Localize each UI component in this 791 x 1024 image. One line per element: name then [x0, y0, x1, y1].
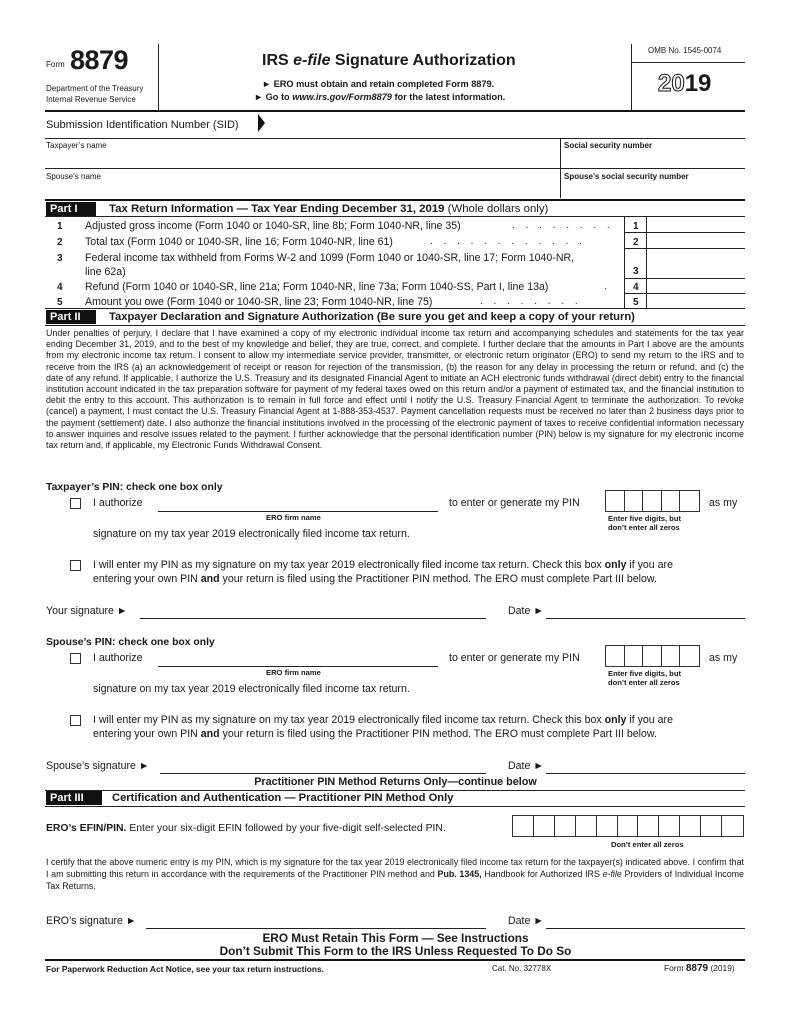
part1-title: Tax Return Information — Tax Year Ending December 31, 2019 (Whole dollars only): [109, 203, 549, 215]
ssn-field[interactable]: [564, 150, 744, 168]
spouse-date-field[interactable]: [546, 757, 745, 773]
line2-text: Total tax (Form 1040 or 1040-SR, line 16; Form 1040-NR, line 61): [85, 236, 393, 248]
footer-form-id: Form 8879 (2019): [664, 963, 735, 974]
line3-box-number: 3: [633, 266, 639, 277]
no-zeros-caption: don’t enter all zeros: [608, 523, 680, 532]
taxpayer-self-pin-checkbox[interactable]: [70, 560, 81, 571]
spouse-i-authorize-label: I authorize: [93, 652, 143, 664]
spouse-signature-line-text: signature on my tax year 2019 electronically filed income tax return.: [93, 683, 410, 695]
line2-number: 2: [57, 237, 63, 248]
spouse-signature-label: Spouse’s signature ►: [46, 760, 150, 772]
line4-number: 4: [57, 282, 63, 293]
ero-signature-field[interactable]: [146, 912, 486, 928]
taxpayer-name-field[interactable]: [46, 150, 556, 168]
as-my-label: as my: [709, 497, 738, 509]
spouse-ssn-field[interactable]: [564, 181, 744, 198]
form-title: IRS e-file Signature Authorization: [262, 52, 516, 69]
line1-text: Adjusted gross income (Form 1040 or 1040-SR, line 8b; Form 1040-NR, line 35): [85, 220, 461, 232]
part1-label: Part I: [46, 202, 96, 216]
line3-amount-field[interactable]: [647, 262, 744, 277]
paperwork-notice: For Paperwork Reduction Act Notice, see your tax return instructions.: [46, 964, 324, 974]
line1-number: 1: [57, 221, 63, 232]
line1-amount-field[interactable]: [647, 217, 744, 232]
efin-no-zeros-caption: Don’t enter all zeros: [611, 840, 684, 849]
spouse-self-pin-text-1: I will enter my PIN as my signature on my tax year 2019 electronically filed income tax return. Check this box only if you are: [93, 714, 673, 726]
spouse-ero-firm-name-caption: ERO firm name: [266, 668, 321, 677]
ero-date-label: Date ►: [508, 915, 544, 927]
line3-number: 3: [57, 253, 63, 264]
line3-text: Federal income tax withheld from Forms W-2 and 1099 (Form 1040 or 1040-SR, line 17; Form 1040-NR,: [85, 252, 575, 264]
your-signature-label: Your signature ►: [46, 605, 128, 617]
dept-irs: Internal Revenue Service: [46, 95, 136, 104]
ero-firm-name-caption: ERO firm name: [266, 513, 321, 522]
line4-dots: .: [604, 281, 611, 292]
certification-text: I certify that the above numeric entry is my PIN, which is my signature for the tax year 2019 electronically filed income tax return for the taxpayer(s) indicated above. I confirm that I am submitting this return in accordance with the requirements of the Practitioner PIN method and Pub. 1345, Handbook for Authorized IRS e-file Providers of Individual Income Tax Returns.: [46, 857, 744, 891]
line1-box-number: 1: [633, 221, 639, 232]
line4-amount-field[interactable]: [647, 279, 744, 293]
your-signature-field[interactable]: [140, 602, 486, 618]
spouse-ero-firm-field[interactable]: [158, 650, 438, 666]
ssn-label: Social security number: [564, 141, 653, 150]
self-pin-text-2: entering your own PIN and your return is filed using the Practitioner PIN method. The ERO must complete Part III below.: [93, 573, 657, 585]
spouse-as-my-label: as my: [709, 652, 738, 664]
retain-notice: ERO Must Retain This Form — See Instructions: [262, 931, 529, 945]
line4-box-number: 4: [633, 282, 639, 293]
part3-label: Part III: [46, 791, 102, 805]
instruction-website: ► Go to www.irs.gov/Form8879 for the latest information.: [254, 92, 506, 102]
line2-amount-field[interactable]: [647, 233, 744, 248]
signature-line-text: signature on my tax year 2019 electronically filed income tax return.: [93, 528, 410, 540]
taxpayer-pin-heading: Taxpayer’s PIN: check one box only: [46, 482, 223, 493]
spouse-signature-field[interactable]: [160, 757, 486, 773]
spouse-authorize-checkbox[interactable]: [70, 653, 81, 664]
instruction-retain: ► ERO must obtain and retain completed Form 8879.: [262, 79, 495, 89]
your-date-field[interactable]: [546, 602, 745, 618]
line5-text: Amount you owe (Form 1040 or 1040-SR, line 23; Form 1040-NR, line 75): [85, 296, 433, 308]
spouse-name-label: Spouse’s name: [46, 172, 101, 181]
to-enter-pin-label: to enter or generate my PIN: [449, 497, 580, 509]
spouse-five-digits-caption: Enter five digits, but: [608, 669, 681, 678]
self-pin-text-1: I will enter my PIN as my signature on my tax year 2019 electronically filed income tax return. Check this box only if you are: [93, 559, 673, 571]
taxpayer-pin-input[interactable]: [605, 490, 700, 512]
part3-title: Certification and Authentication — Practitioner PIN Method Only: [112, 792, 454, 804]
five-digits-caption: Enter five digits, but: [608, 514, 681, 523]
ero-date-field[interactable]: [546, 912, 745, 928]
spouse-self-pin-checkbox[interactable]: [70, 715, 81, 726]
line3-text-cont: line 62a): [85, 266, 126, 278]
spouse-ssn-label: Spouse’s social security number: [564, 172, 689, 181]
do-not-submit-notice: Don’t Submit This Form to the IRS Unless Requested To Do So: [219, 944, 572, 958]
form-number: 8879: [70, 45, 129, 75]
line1-dots: . . . . . . . .: [512, 220, 614, 231]
i-authorize-label: I authorize: [93, 497, 143, 509]
part2-label: Part II: [46, 310, 96, 324]
form-word: Form: [46, 60, 65, 69]
line5-dots: . . . . . . . .: [480, 296, 582, 307]
taxpayer-name-label: Taxpayer’s name: [46, 141, 107, 150]
spouse-no-zeros-caption: don’t enter all zeros: [608, 678, 680, 687]
taxpayer-authorize-checkbox[interactable]: [70, 498, 81, 509]
spouse-pin-input[interactable]: [605, 645, 700, 667]
tax-year: 2019: [658, 70, 712, 97]
spouse-name-field[interactable]: [46, 181, 556, 198]
line2-box-number: 2: [633, 237, 639, 248]
line5-box-number: 5: [633, 297, 639, 308]
line5-number: 5: [57, 297, 63, 308]
spouse-to-enter-pin-label: to enter or generate my PIN: [449, 652, 580, 664]
your-date-label: Date ►: [508, 605, 544, 617]
omb-number: OMB No. 1545-0074: [648, 46, 722, 55]
taxpayer-ero-firm-field[interactable]: [158, 495, 438, 511]
sid-label: Submission Identification Number (SID): [46, 119, 239, 131]
catalog-number: Cat. No. 32778X: [492, 964, 552, 973]
efin-pin-label: ERO’s EFIN/PIN. Enter your six-digit EFIN followed by your five-digit self-selected PIN.: [46, 823, 446, 834]
line2-dots: . . . . . . . . . . . .: [430, 236, 586, 247]
spouse-pin-heading: Spouse’s PIN: check one box only: [46, 637, 215, 648]
efin-pin-input[interactable]: [512, 815, 744, 837]
part2-title: Taxpayer Declaration and Signature Authorization (Be sure you get and keep a copy of your return): [109, 311, 635, 323]
practitioner-note: Practitioner PIN Method Returns Only—continue below: [254, 776, 537, 788]
arrow-icon: [258, 114, 266, 132]
spouse-self-pin-text-2: entering your own PIN and your return is filed using the Practitioner PIN method. The ERO must complete Part III below.: [93, 728, 657, 740]
declaration-text: Under penalties of perjury, I declare that I have examined a copy of my electronic individual income tax return and accompanying schedules and statements for the tax year ending December 31, 2019, and to the best of my knowledge and belief, they are true, correct, and complete. I further declare that the amounts in Part I above are the amounts from my electronic income tax return. I consent to allow my intermediate service provider, transmitter, or electronic return originator (ERO) to send my return to the IRS and to receive from the IRS (a) an acknowledgement of receipt or reason for rejection of the transmission, (b) the reason for any delay in processing the return or refund, and (c) the date of any refund. If applicable, I authorize the U.S. Treasury and its designated Financial Agent to initiate an ACH electronic funds withdrawal (direct debit) entry to the financial institution account indicated in the tax preparation software for payment of my federal taxes owed on this return and/or a payment of estimated tax, and the financial institution to debit the entry to this account. This authorization is to remain in full force and effect until I notify the U.S. Treasury Financial Agent to terminate the authorization. To revoke (cancel) a payment, I must contact the U.S. Treasury Financial Agent at 1-888-353-4537. Payment cancellation requests must be received no later than 2 business days prior to the payment (settlement) date. I also authorize the financial institutions involved in the processing of the electronic payment of taxes to receive confidential information necessary to answer inquiries and resolve issues related to the payment. I further acknowledge that the personal identification number (PIN) below is my signature for my electronic income tax return and, if applicable, my Electronic Funds Withdrawal Consent.: [46, 328, 744, 451]
line5-amount-field[interactable]: [647, 294, 744, 308]
ero-signature-label: ERO’s signature ►: [46, 915, 137, 927]
dept-treasury: Department of the Treasury: [46, 84, 144, 93]
line4-text: Refund (Form 1040 or 1040-SR, line 21a; Form 1040-NR, line 73a; Form 1040-SS, Part I, line 13a): [85, 281, 549, 293]
spouse-date-label: Date ►: [508, 760, 544, 772]
